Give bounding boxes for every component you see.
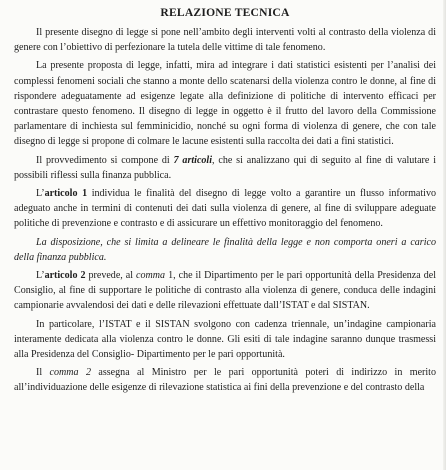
paragraph-p8-segment: Il <box>36 367 50 379</box>
paragraph-p7 <box>14 317 436 363</box>
paragraph-p2 <box>14 58 436 149</box>
paragraph-p5-segment: La disposizione, che si limita a delineare le finalità della legge e non comporta oneri a carico della finanza pubblica. <box>14 236 436 263</box>
paragraph-p8-segment: assegna al Ministro per le pari opportunità poteri di indirizzo in merito all’individuazione delle esigenze di rilevazione statistica ai fini della prevenzione e del contrasto della <box>14 367 436 394</box>
document-body <box>14 25 436 396</box>
paragraph-p8 <box>14 365 436 395</box>
paragraph-p3-segment: Il provvedimento si compone di <box>36 154 174 166</box>
paragraph-p6-segment: L’ <box>36 270 45 282</box>
paragraph-p6-segment: 1, che il Dipartimento per le pari opportunità della Presidenza del Consiglio, al fine di supportare le politiche di contrasto alla violenza di genere, conduca delle indagini campionarie avvalendosi dei dati e delle rilevazioni effettuate dall’ISTAT e dal SISTAN. <box>14 270 436 312</box>
document-title: RELAZIONE TECNICA <box>160 6 290 19</box>
paragraph-p2-segment: La presente proposta di legge, infatti, mira ad integrare i dati statistici esistenti per l’analisi dei complessi fenomeni sociali che stanno a monte dello scatenarsi della violenza contro le donne, al fine di rispondere adeguatamente ad esigenze legate alla definizione di politiche di intervento efficaci per contrastare questo fenomeno. Il disegno di legge in oggetto è il frutto del lavoro della Commissione parlamentare di inchiesta sul femminicidio, nonché su ogni forma di violenza di genere, che con tale disegno di legge si propone di colmare le lacune esistenti sulla raccolta dei dati a fini statistici. <box>14 60 436 148</box>
paragraph-p6-segment: articolo 2 <box>44 270 86 282</box>
paragraph-p4 <box>14 186 436 232</box>
paragraph-p6 <box>14 268 436 314</box>
paragraph-p7-segment: In particolare, l’ISTAT e il SISTAN svolgono con cadenza triennale, un’indagine campionaria interamente dedicata alla violenza contro le donne. Gli esiti di tale indagine saranno dunque trasmessi alla Presidenza del Consiglio- Dipartimento per le pari opportunità. <box>14 318 436 361</box>
paragraph-p4-segment: L’ <box>36 188 45 200</box>
paragraph-p3-segment: 7 articoli <box>173 154 213 166</box>
paragraph-p4-segment: articolo 1 <box>44 188 88 200</box>
paragraph-p3 <box>14 153 436 183</box>
paragraph-p5 <box>14 235 436 265</box>
paragraph-p8-segment: comma 2 <box>49 367 91 379</box>
paragraph-p4-segment: individua le finalità del disegno di legge volto a garantire un flusso informativo adeguato anche in termini di contenuti dei dati sulla violenza di genere, al fine di sviluppare adeguate politiche di prevenzione e contrasto e di assicurare un effettivo monitoraggio del fenomeno. <box>14 188 437 230</box>
paragraph-p6-segment: comma <box>136 270 166 282</box>
paragraph-p3-segment: , che si analizzano qui di seguito al fine di valutare i possibili riflessi sulla finanza pubblica. <box>14 154 436 181</box>
paragraph-p6-segment: prevede, al <box>85 270 137 282</box>
paragraph-p1-segment: Il presente disegno di legge si pone nell’ambito degli interventi volti al contrasto della violenza di genere con l’obiettivo di perfezionare la tutela delle vittime di tale fenomeno. <box>14 27 436 54</box>
paragraph-p1 <box>14 25 436 55</box>
